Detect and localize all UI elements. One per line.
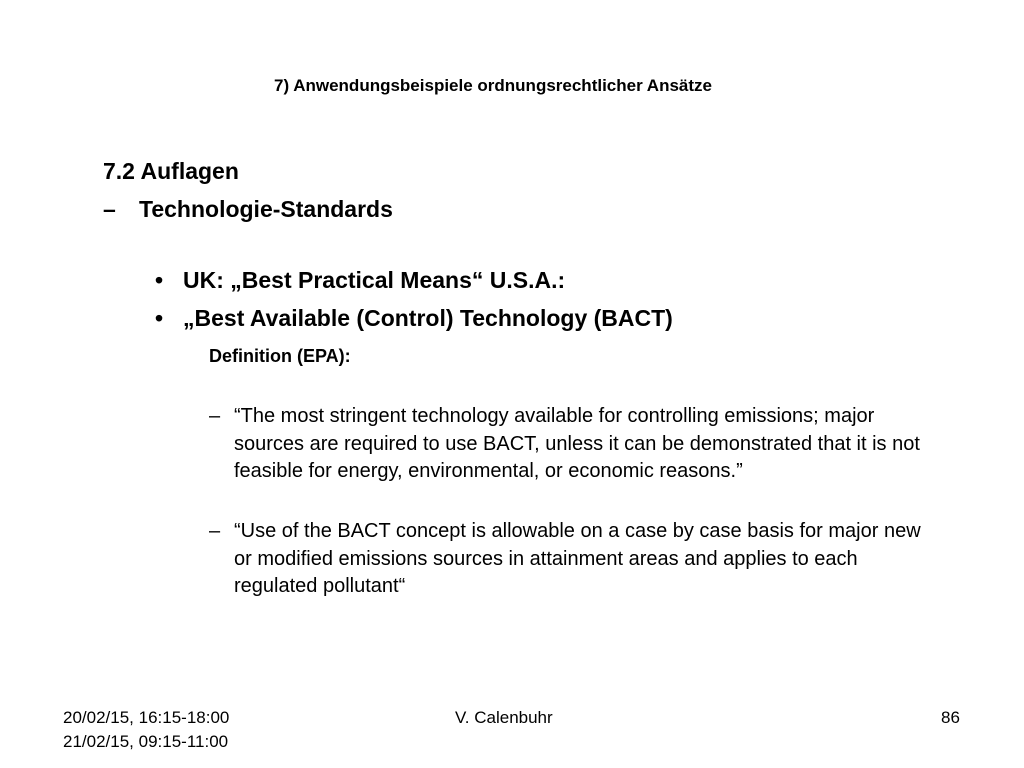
definition-label: Definition (EPA): <box>209 346 351 366</box>
dash-marker: – <box>103 196 116 222</box>
bullet-item <box>155 305 673 332</box>
dash-marker: – <box>209 405 221 427</box>
quote-item <box>209 518 929 601</box>
slide-header: 7) Anwendungsbeispiele ordnungsrechtlicher Ansätze <box>274 76 712 95</box>
section-title: 7.2 Auflagen <box>103 158 239 184</box>
quote-item <box>209 403 929 486</box>
sub-item <box>103 196 393 223</box>
page-number: 86 <box>941 708 960 727</box>
quote-text: “Use of the BACT concept is allowable on a case by case basis for major new or modified emissions sources in attainment areas and applies to each regulated pollutant“ <box>234 520 921 597</box>
bullet-marker: • <box>155 267 164 293</box>
bullet-text: „Best Available (Control) Technology (BACT) <box>183 305 673 331</box>
bullet-item <box>155 267 565 294</box>
bullet-marker: • <box>155 305 164 331</box>
footer-date <box>63 706 229 754</box>
sub-item-label: Technologie-Standards <box>139 196 393 222</box>
footer-author: V. Calenbuhr <box>455 708 553 727</box>
bullet-text: UK: „Best Practical Means“ U.S.A.: <box>183 267 566 293</box>
footer-date-line: 20/02/15, 16:15-18:00 <box>63 708 230 727</box>
footer-date-line: 21/02/15, 09:15-11:00 <box>63 732 229 751</box>
dash-marker: – <box>209 520 221 542</box>
quote-text: “The most stringent technology available for controlling emissions; major sources are required to use BACT, unless it can be demonstrated that it is not feasible for energy, environmental, or economic reasons.” <box>234 405 920 482</box>
